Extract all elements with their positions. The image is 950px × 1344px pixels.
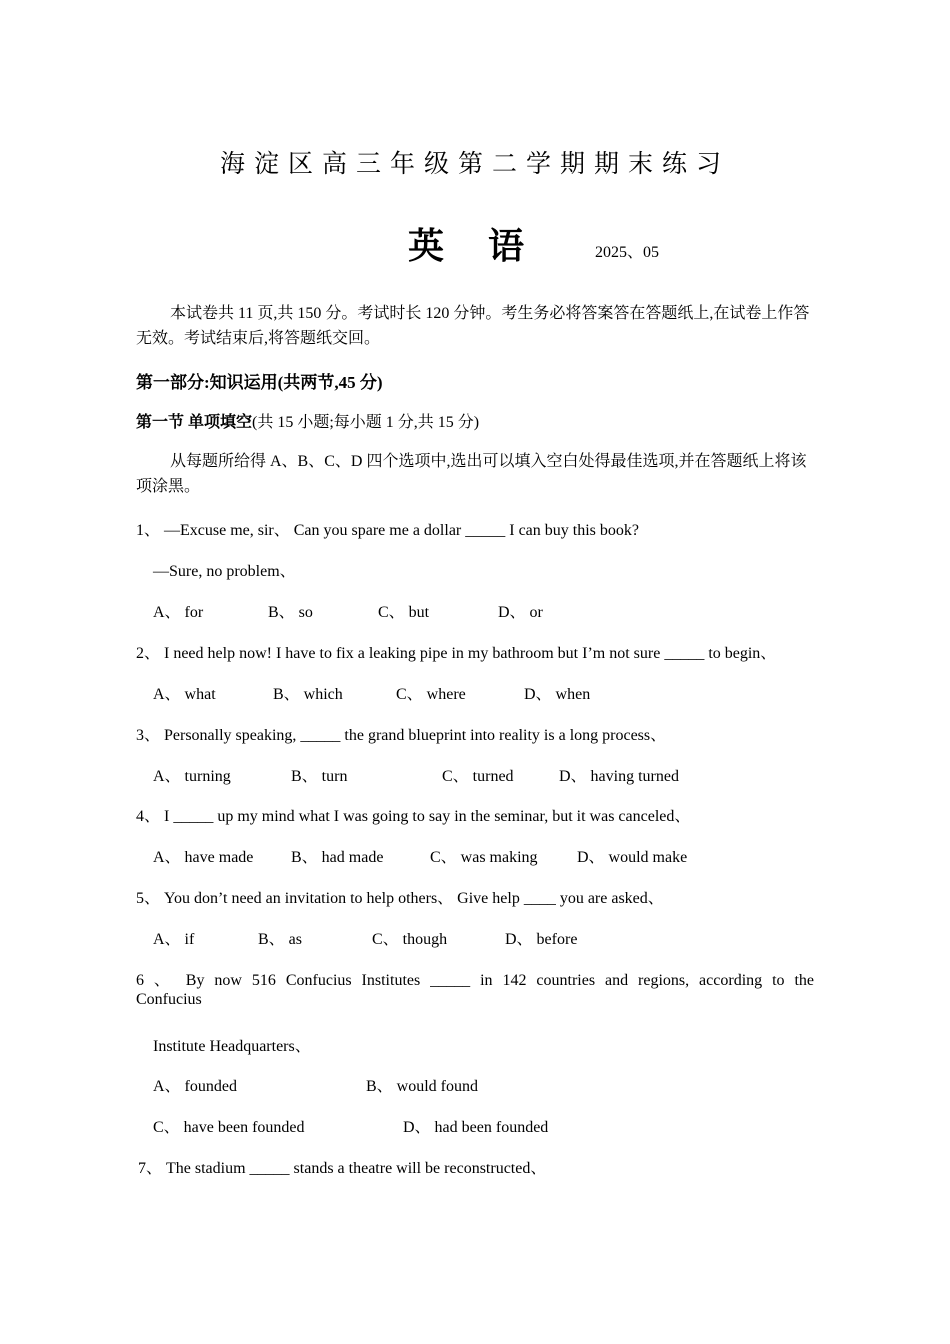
- option-c: C、 have been founded: [153, 1119, 305, 1136]
- option-a: A、 what: [153, 686, 216, 703]
- exam-intro: 本试卷共 11 页,共 150 分。考试时长 120 分钟。考生务必将答案答在答题纸上,在试卷上作答无效。考试结束后,将答题纸交回。: [136, 305, 810, 347]
- option-d: D、 had been founded: [403, 1119, 549, 1136]
- section-label: 第一节 单项填空: [136, 414, 253, 431]
- option-d: D、 when: [524, 686, 591, 703]
- question-6-stem-line2: Institute Headquarters、: [153, 1038, 311, 1055]
- question-6-stem-cont: Confucius: [136, 991, 202, 1008]
- exam-date: 2025、05: [595, 244, 660, 261]
- option-c: C、 turned: [442, 768, 514, 785]
- option-b: B、 would found: [366, 1078, 479, 1095]
- part-title: 第一部分:知识运用(共两节,45 分): [136, 373, 383, 392]
- option-a: A、 for: [153, 604, 204, 621]
- question-1-answer-line: —Sure, no problem、: [153, 563, 296, 580]
- option-c: C、 was making: [430, 849, 538, 866]
- question-3-stem: 3、 Personally speaking, _____ the grand blueprint into reality is a long process、: [136, 727, 667, 744]
- question-7-stem: 7、 The stadium _____ stands a theatre will be reconstructed、: [138, 1160, 547, 1177]
- option-c: C、 but: [378, 604, 430, 621]
- option-d: D、 having turned: [559, 768, 679, 785]
- option-d: D、 would make: [577, 849, 688, 866]
- option-a: A、 have made: [153, 849, 254, 866]
- option-a: A、 if: [153, 931, 195, 948]
- exam-title: 海淀区高三年级第二学期期末练习: [219, 149, 730, 178]
- question-4-stem: 4、 I _____ up my mind what I was going to say in the seminar, but it was canceled、: [136, 808, 691, 825]
- option-d: D、 or: [498, 604, 543, 621]
- question-2-stem: 2、 I need help now! I have to fix a leaking pipe in my bathroom but I’m not sure _____ to begin、: [136, 645, 777, 662]
- subject-title: 英语: [408, 226, 569, 267]
- question-1-stem: 1、 —Excuse me, sir、 Can you spare me a dollar _____ I can buy this book?: [136, 522, 640, 539]
- option-a: A、 turning: [153, 768, 231, 785]
- option-b: B、 as: [258, 931, 303, 948]
- option-d: D、 before: [505, 931, 578, 948]
- option-c: C、 though: [372, 931, 448, 948]
- question-6-stem: 6 、 By now 516 Confucius Institutes _____ in 142 countries and regions, according to the: [136, 972, 814, 989]
- option-b: B、 turn: [291, 768, 348, 785]
- question-5-stem: 5、 You don’t need an invitation to help others、 Give help ____ you are asked、: [136, 890, 664, 907]
- option-a: A、 founded: [153, 1078, 237, 1095]
- section-title: [136, 409, 479, 432]
- option-c: C、 where: [396, 686, 466, 703]
- section-info: (共 15 小题;每小题 1 分,共 15 分): [252, 414, 480, 431]
- option-b: B、 so: [268, 604, 313, 621]
- section-instruction: 从每题所给得 A、B、C、D 四个选项中,选出可以填入空白处得最佳选项,并在答题纸上将该项涂黑。: [136, 453, 807, 495]
- option-b: B、 had made: [291, 849, 384, 866]
- option-b: B、 which: [273, 686, 343, 703]
